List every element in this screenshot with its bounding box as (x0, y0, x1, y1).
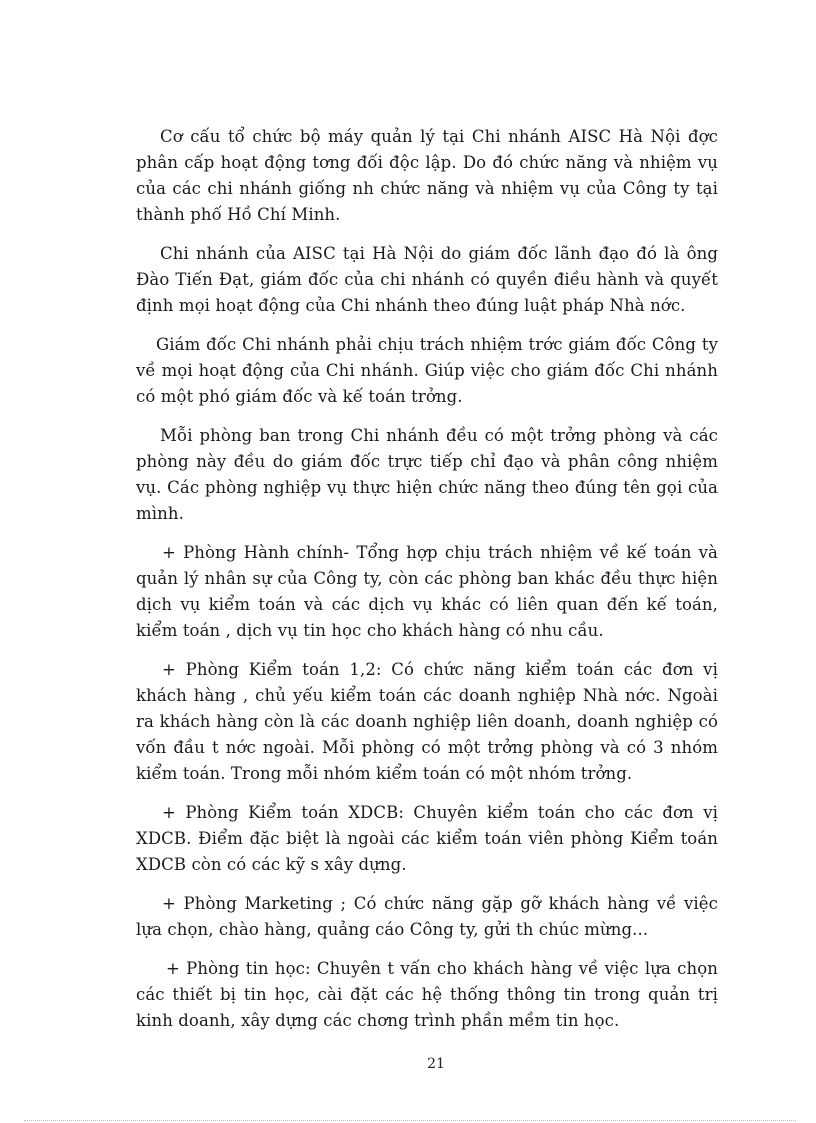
paragraph-audit-department: + Phòng Kiểm toán 1,2: Có chức năng kiểm toán các đơn vị khách hàng , chủ yếu kiểm toán các doanh nghiệp Nhà nớc. Ngoài ra khách hàng còn là các doanh nghiệp liên doanh, doanh nghiệp có vốn đầu t nớc ngoài. Mỗi phòng có một trởng phòng và có 3 nhóm kiểm toán. Trong mỗi nhóm kiểm toán có một nhóm trởng. (136, 660, 718, 783)
paragraph-it-department: + Phòng tin học: Chuyên t vấn cho khách hàng về việc lựa chọn các thiết bị tin học, cài đặt các hệ thống thông tin trong quản trị kinh doanh, xây dựng các chơng trình phần mềm tin học. (136, 959, 718, 1030)
bottom-divider (24, 1120, 796, 1121)
paragraph-admin-department: + Phòng Hành chính- Tổng hợp chịu trách nhiệm về kế toán và quản lý nhân sự của Công ty, còn các phòng ban khác đều thực hiện dịch vụ kiểm toán và các dịch vụ khác có liên quan đến kế toán, kiểm toán , dịch vụ tin học cho khách hàng có nhu cầu. (136, 543, 718, 640)
paragraph-departments: Mỗi phòng ban trong Chi nhánh đều có một trởng phòng và các phòng này đều do giám đốc trực tiếp chỉ đạo và phân công nhiệm vụ. Các phòng nghiệp vụ thực hiện chức năng theo đúng tên gọi của mình. (136, 426, 718, 523)
paragraph-marketing-department: + Phòng Marketing ; Có chức năng gặp gỡ khách hàng về việc lựa chọn, chào hàng, quảng cáo Công ty, gửi th chúc mừng... (136, 894, 718, 939)
page-number: 21 (427, 1056, 445, 1072)
paragraph-construction-audit-department: + Phòng Kiểm toán XDCB: Chuyên kiểm toán cho các đơn vị XDCB. Điểm đặc biệt là ngoài các kiểm toán viên phòng Kiểm toán XDCB còn có các kỹ s xây dựng. (136, 803, 718, 874)
paragraph-org-structure: Cơ cấu tổ chức bộ máy quản lý tại Chi nhánh AISC Hà Nội đợc phân cấp hoạt động tơng đối độc lập. Do đó chức năng và nhiệm vụ của các chi nhánh giống nh chức năng và nhiệm vụ của Công ty tại thành phố Hồ Chí Minh. (136, 127, 718, 224)
body-text (136, 124, 718, 1047)
paragraph-director-responsibility: Giám đốc Chi nhánh phải chịu trách nhiệm trớc giám đốc Công ty về mọi hoạt động của Chi nhánh. Giúp việc cho giám đốc Chi nhánh có một phó giám đốc và kế toán trởng. (136, 335, 718, 406)
paragraph-branch-director: Chi nhánh của AISC tại Hà Nội do giám đốc lãnh đạo đó là ông Đào Tiến Đạt, giám đốc của chi nhánh có quyền điều hành và quyết định mọi hoạt động của Chi nhánh theo đúng luật pháp Nhà nớc. (136, 244, 718, 315)
